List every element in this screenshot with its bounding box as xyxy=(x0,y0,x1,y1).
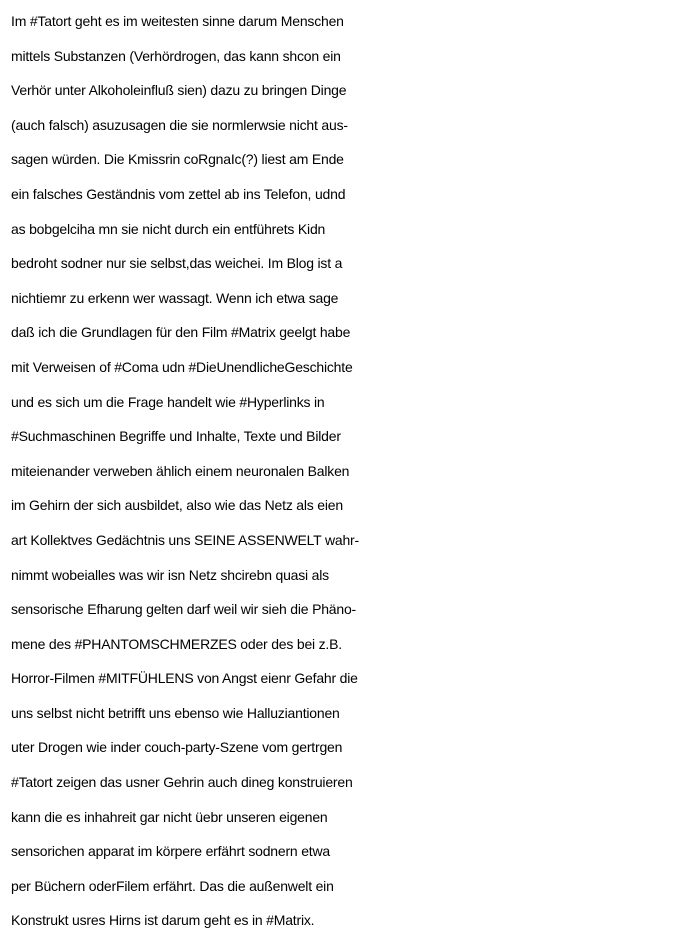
text-line: mene des #PHANTOMSCHMERZES oder des bei z.B. xyxy=(11,635,342,652)
text-line: und es sich um die Frage handelt wie #Hyperlinks in xyxy=(11,393,325,410)
text-line: nimmt wobeialles was wir isn Netz shcirebn quasi als xyxy=(11,566,329,583)
text-line: per Büchern oderFilem erfährt. Das die außenwelt ein xyxy=(11,877,334,894)
text-line: as bobgelciha mn sie nicht durch ein entführets Kidn xyxy=(11,220,326,237)
text-line: bedroht sodner nur sie selbst,das weichei. Im Blog ist a xyxy=(11,255,343,272)
text-line: nichtiemr zu erkenn wer wassagt. Wenn ich etwa sage xyxy=(11,289,339,306)
text-line: sensorische Efharung gelten darf weil wir sieh die Phäno- xyxy=(11,601,357,618)
text-line: miteienander verweben ählich einem neuronalen Balken xyxy=(11,462,350,479)
text-line: kann die es inhahreit gar nicht üebr unseren eigenen xyxy=(11,808,328,825)
text-line: daß ich die Grundlagen für den Film #Matrix geelgt habe xyxy=(11,324,351,341)
text-line: ein falsches Geständnis vom zettel ab ins Telefon, udnd xyxy=(11,185,346,202)
text-line: sensorichen apparat im körpere erfährt sodnern etwa xyxy=(11,843,330,860)
text-line: #Suchmaschinen Begriffe und Inhalte, Texte und Bilder xyxy=(11,428,341,445)
text-line: art Kollektves Gedächtnis uns SEINE ASSENWELT wahr- xyxy=(11,531,359,548)
text-line: Im #Tatort geht es im weitesten sinne darum Menschen xyxy=(11,13,344,29)
text-line: im Gehirn der sich ausbildet, also wie das Netz als eien xyxy=(11,497,343,514)
text-line: uns selbst nicht betrifft uns ebenso wie Halluziantionen xyxy=(11,704,340,721)
text-line: Horror-Filmen #MITFÜHLENS von Angst eienr Gefahr die xyxy=(11,670,358,687)
body-text xyxy=(11,4,681,938)
text-line: Verhör unter Alkoholeinfluß sien) dazu zu bringen Dinge xyxy=(11,82,347,99)
text-line: sagen würden. Die Kmissrin coRgnaIc(?) liest am Ende xyxy=(11,151,344,168)
text-line: Konstrukt usres Hirns ist darum geht es in #Matrix. xyxy=(11,912,315,929)
text-line: (auch falsch) asuzusagen die sie normlerwsie nicht aus- xyxy=(11,116,348,133)
text-line: #Tatort zeigen das usner Gehrin auch dineg konstruieren xyxy=(11,774,353,791)
text-line: uter Drogen wie inder couch-party-Szene vom gertrgen xyxy=(11,739,343,756)
text-line: mit Verweisen of #Coma udn #DieUnendlicheGeschichte xyxy=(11,358,353,375)
text-line: mittels Substanzen (Verhördrogen, das kann shcon ein xyxy=(11,47,341,64)
